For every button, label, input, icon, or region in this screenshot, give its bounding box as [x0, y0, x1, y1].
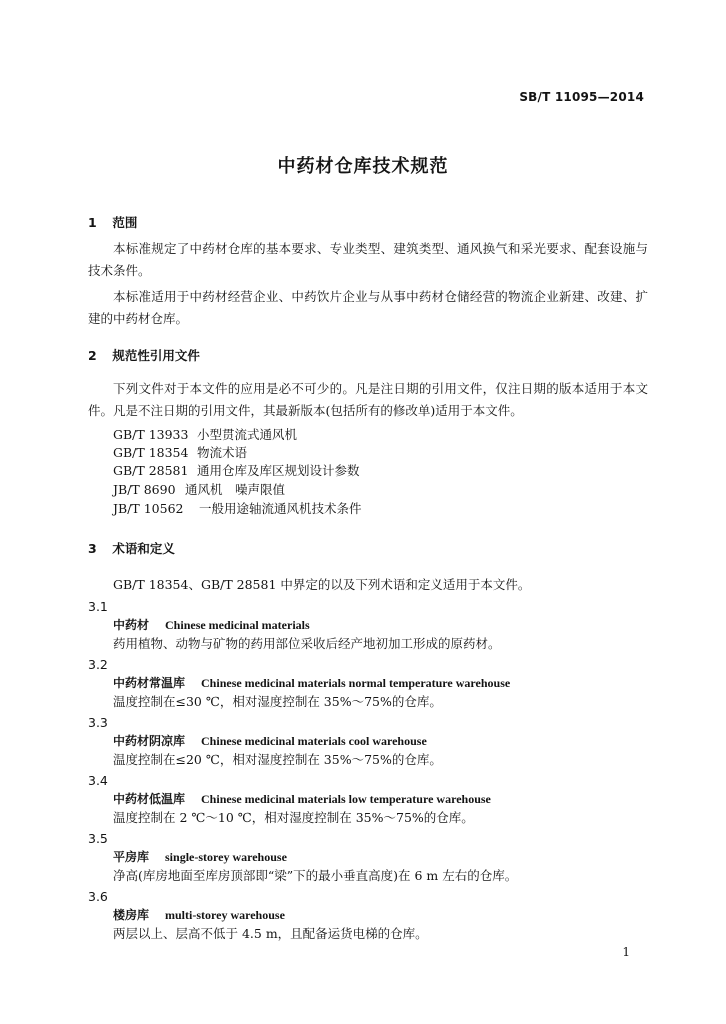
term-definition: 两层以上、层高不低于 4.5 m，且配备运货电梯的仓库。: [113, 926, 428, 941]
term-number: 3.2: [88, 657, 108, 672]
term-definition: 温度控制在≤30 ℃，相对湿度控制在 35%～75%的仓库。: [113, 694, 442, 709]
section-number: 2: [88, 348, 97, 363]
section-number: 3: [88, 541, 97, 556]
term-entry: [113, 848, 287, 866]
term-chinese: 平房库: [113, 850, 150, 864]
reference-code: GB/T 18354: [113, 445, 189, 460]
page-number: 1: [622, 945, 630, 959]
reference-item: [113, 481, 285, 499]
term-definition: 药用植物、动物与矿物的药用部位采收后经产地初加工形成的原药材。: [113, 636, 501, 651]
term-number: 3.1: [88, 599, 108, 614]
term-chinese: 中药材低温库: [113, 792, 186, 806]
reference-title: 通风机 噪声限值: [185, 482, 286, 497]
term-english: single-storey warehouse: [165, 850, 287, 864]
term-definition: 温度控制在 2 ℃～10 ℃，相对湿度控制在 35%～75%的仓库。: [113, 810, 474, 825]
section-heading-normative-references: [88, 347, 200, 365]
term-entry: [113, 906, 285, 924]
paragraph: 本标准适用于中药材经营企业、中药饮片企业与从事中药材仓储经营的物流企业新建、改建、扩建的中药材仓库。: [88, 289, 648, 326]
term-number: 3.3: [88, 715, 108, 730]
reference-item: [113, 500, 362, 518]
reference-title: 通用仓库及库区规划设计参数: [197, 463, 360, 478]
term-entry: [113, 674, 510, 692]
term-english: Chinese medicinal materials low temperature warehouse: [201, 792, 491, 806]
section-title: 范围: [112, 215, 138, 230]
term-chinese: 中药材阴凉库: [113, 734, 186, 748]
term-english: Chinese medicinal materials cool warehouse: [201, 734, 427, 748]
section-number: 1: [88, 215, 97, 230]
term-entry: [113, 732, 427, 750]
term-entry: [113, 616, 310, 634]
term-chinese: 楼房库: [113, 908, 150, 922]
reference-code: JB/T 10562: [113, 501, 184, 516]
section-heading-terms-and-definitions: [88, 540, 175, 558]
reference-item: [113, 426, 297, 444]
reference-code: JB/T 8690: [113, 482, 176, 497]
term-definition: 温度控制在≤20 ℃，相对湿度控制在 35%～75%的仓库。: [113, 752, 442, 767]
term-english: Chinese medicinal materials normal temperature warehouse: [201, 676, 511, 690]
paragraph: 本标准规定了中药材仓库的基本要求、专业类型、建筑类型、通风换气和采光要求、配套设施与技术条件。: [88, 241, 648, 278]
section-heading-scope: [88, 214, 137, 232]
document-title: 中药材仓库技术规范: [277, 156, 449, 177]
reference-code: GB/T 28581: [113, 463, 189, 478]
reference-title: 小型贯流式通风机: [197, 427, 298, 442]
section-title: 术语和定义: [112, 541, 175, 556]
term-number: 3.6: [88, 889, 108, 904]
term-number: 3.5: [88, 831, 108, 846]
term-chinese: 中药材: [113, 618, 150, 632]
term-number: 3.4: [88, 773, 108, 788]
terms-intro: GB/T 18354、GB/T 28581 中界定的以及下列术语和定义适用于本文件。: [113, 577, 531, 592]
reference-item: [113, 444, 247, 462]
section-title: 规范性引用文件: [112, 348, 200, 363]
term-definition: 净高(库房地面至库房顶部即“梁”下的最小垂直高度)在 6 m 左右的仓库。: [113, 868, 518, 883]
reference-title: 一般用途轴流通风机技术条件: [199, 501, 362, 516]
term-chinese: 中药材常温库: [113, 676, 186, 690]
reference-code: GB/T 13933: [113, 427, 189, 442]
term-entry: [113, 790, 491, 808]
reference-item: [113, 462, 360, 480]
document-code: SB/T 11095—2014: [519, 90, 644, 104]
paragraph: 下列文件对于本文件的应用是必不可少的。凡是注日期的引用文件，仅注日期的版本适用于本文件。凡是不注日期的引用文件，其最新版本(包括所有的修改单)适用于本文件。: [88, 381, 648, 418]
term-english: multi-storey warehouse: [165, 908, 285, 922]
term-english: Chinese medicinal materials: [165, 618, 310, 632]
reference-title: 物流术语: [197, 445, 248, 460]
